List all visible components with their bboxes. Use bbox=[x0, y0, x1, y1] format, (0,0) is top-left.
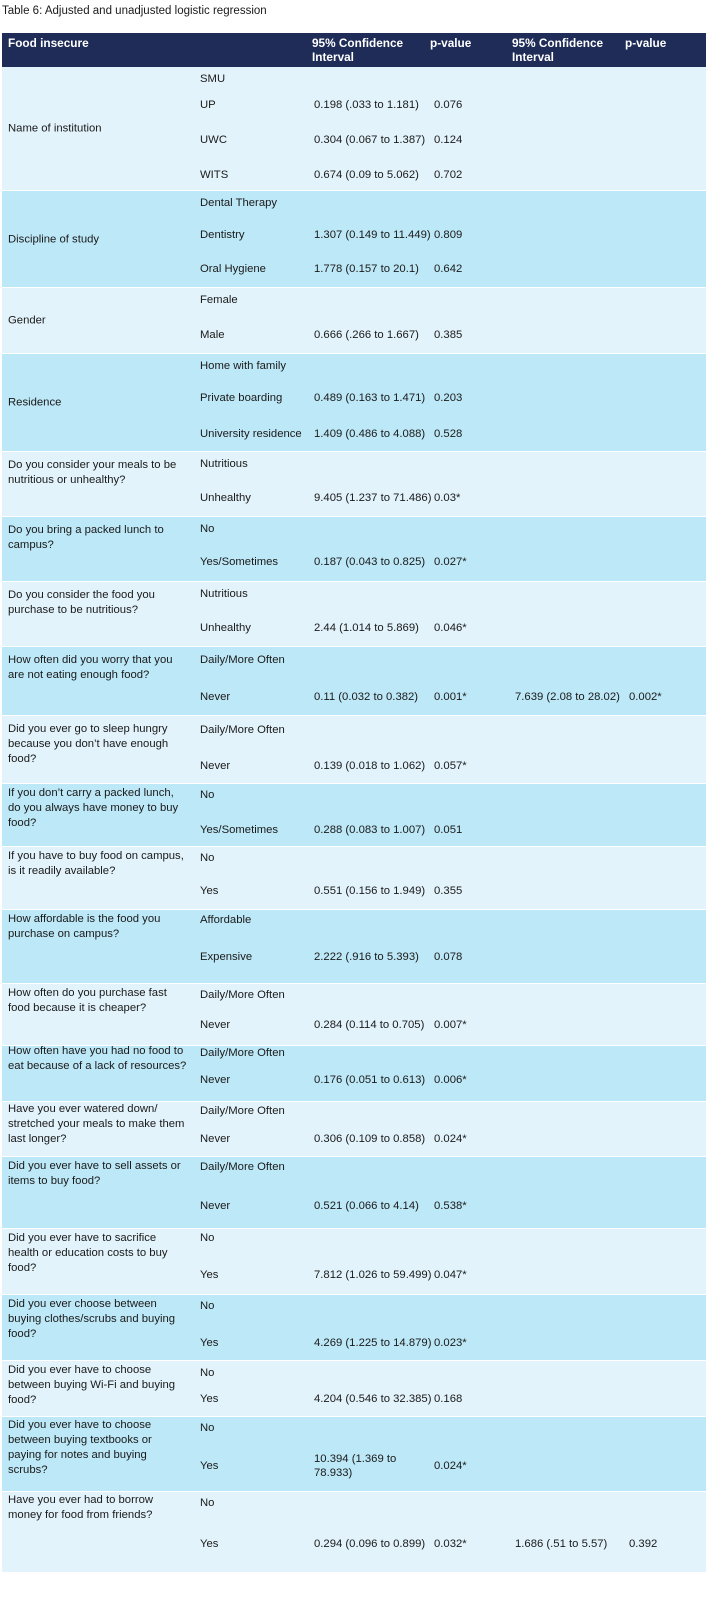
ci-cell: 0.139 (0.018 to 1.062) bbox=[314, 760, 426, 772]
category-cell: Never bbox=[200, 1074, 231, 1086]
row-label: Did you ever have to sell assets or items to buy food? bbox=[8, 1160, 181, 1187]
row-label: Did you ever go to sleep hungry because you don’t have enough food? bbox=[8, 723, 169, 765]
row-label: How often have you had no food to eat because of a lack of resources? bbox=[8, 1045, 187, 1072]
table-row-group bbox=[2, 1295, 706, 1361]
p-value-cell: 0.047* bbox=[434, 1269, 467, 1281]
ci-cell: 0.304 (0.067 to 1.387) bbox=[314, 134, 426, 146]
p-value-cell: 0.023* bbox=[434, 1337, 467, 1349]
row-label: Residence bbox=[8, 396, 62, 409]
table-row-group bbox=[2, 582, 706, 647]
category-cell: Female bbox=[200, 294, 238, 306]
p-value-cell: 0.024* bbox=[434, 1133, 467, 1145]
ci-cell: 1.409 (0.486 to 4.088) bbox=[314, 428, 426, 440]
category-cell: Unhealthy bbox=[200, 622, 251, 634]
ci-cell: 0.666 (.266 to 1.667) bbox=[314, 329, 419, 341]
ci-cell: 1.778 (0.157 to 20.1) bbox=[314, 263, 419, 275]
ci-cell: 0.284 (0.114 to 0.705) bbox=[314, 1019, 425, 1031]
category-cell: Dental Therapy bbox=[200, 197, 278, 209]
row-label: Do you bring a packed lunch to campus? bbox=[8, 524, 164, 551]
category-cell: Never bbox=[200, 1200, 231, 1212]
table-row-group bbox=[2, 517, 706, 582]
category-cell: Daily/More Often bbox=[200, 724, 285, 736]
category-cell: Male bbox=[200, 329, 225, 341]
ci-cell: 10.394 (1.369 to 78.933) bbox=[314, 1453, 397, 1479]
row-label: Have you ever had to borrow money for food from friends? bbox=[8, 1494, 154, 1521]
p-value-cell: 0.024* bbox=[434, 1460, 467, 1472]
p-value-cell: 0.538* bbox=[434, 1200, 467, 1212]
p-value-cell: 0.032* bbox=[434, 1538, 467, 1550]
category-cell: Never bbox=[200, 760, 231, 772]
category-cell: Home with family bbox=[200, 360, 287, 372]
ci-cell: 0.306 (0.109 to 0.858) bbox=[314, 1133, 426, 1145]
table-row-group bbox=[2, 1492, 706, 1573]
table-row-group bbox=[2, 67, 706, 191]
p-value-cell: 0.03* bbox=[434, 492, 461, 504]
p-value-cell: 0.809 bbox=[434, 229, 463, 241]
ci-cell: 0.288 (0.083 to 1.007) bbox=[314, 824, 426, 836]
category-cell: UP bbox=[200, 99, 216, 111]
ci-cell: 0.11 (0.032 to 0.382) bbox=[314, 691, 419, 703]
p-value-cell: 0.702 bbox=[434, 169, 463, 181]
table-row-group bbox=[2, 1157, 706, 1229]
ci-cell: 0.198 (.033 to 1.181) bbox=[314, 99, 419, 111]
category-cell: Yes bbox=[200, 1337, 219, 1349]
category-cell: Daily/More Often bbox=[200, 1047, 285, 1059]
ci-cell: 0.489 (0.163 to 1.471) bbox=[314, 392, 426, 404]
category-cell: Affordable bbox=[200, 914, 252, 926]
row-label: If you don’t carry a packed lunch, do you always have money to buy food? bbox=[8, 787, 179, 829]
table-row-group bbox=[2, 847, 706, 910]
ci-cell: 4.204 (0.546 to 32.385) bbox=[314, 1393, 432, 1405]
row-label: Name of institution bbox=[8, 122, 102, 135]
category-cell: Never bbox=[200, 1133, 231, 1145]
row-label: Do you consider the food you purchase to be nutritious? bbox=[8, 589, 155, 616]
ci-cell: 0.551 (0.156 to 1.949) bbox=[314, 885, 426, 897]
category-cell: No bbox=[200, 1300, 215, 1312]
p-value-cell: 0.385 bbox=[434, 329, 463, 341]
p-value-cell: 0.124 bbox=[434, 134, 463, 146]
table-row-group bbox=[2, 984, 706, 1046]
ci-adjusted-cell: 7.639 (2.08 to 28.02) bbox=[515, 691, 620, 703]
category-cell: Nutritious bbox=[200, 458, 248, 470]
category-cell: Private boarding bbox=[200, 392, 283, 404]
header-ci-adjusted: 95% Confidence Interval bbox=[512, 36, 604, 64]
category-cell: Oral Hygiene bbox=[200, 263, 266, 275]
row-label: Have you ever watered down/ stretched your meals to make them last longer? bbox=[8, 1103, 185, 1145]
table-row-group bbox=[2, 354, 706, 452]
p-value-cell: 0.168 bbox=[434, 1393, 463, 1405]
category-cell: Daily/More Often bbox=[200, 1105, 285, 1117]
row-label: How affordable is the food you purchase on campus? bbox=[8, 913, 161, 940]
p-value-cell: 0.046* bbox=[434, 622, 467, 634]
category-cell: Yes bbox=[200, 1393, 219, 1405]
row-label: Did you ever have to sacrifice health or education costs to buy food? bbox=[8, 1232, 168, 1274]
category-cell: Yes bbox=[200, 1538, 219, 1550]
ci-cell: 7.812 (1.026 to 59.499) bbox=[314, 1269, 432, 1281]
category-cell: Yes bbox=[200, 1269, 219, 1281]
ci-cell: 2.44 (1.014 to 5.869) bbox=[314, 622, 419, 634]
row-label: Did you ever choose between buying clothes/scrubs and buying food? bbox=[8, 1298, 176, 1340]
category-cell: Daily/More Often bbox=[200, 654, 285, 666]
row-label: How often do you purchase fast food because it is cheaper? bbox=[8, 987, 167, 1014]
table-row-group bbox=[2, 452, 706, 517]
category-cell: Nutritious bbox=[200, 588, 248, 600]
table-caption: Table 6: Adjusted and unadjusted logistic regression bbox=[2, 5, 267, 17]
p-value-cell: 0.006* bbox=[434, 1074, 467, 1086]
ci-cell: 0.294 (0.096 to 0.899) bbox=[314, 1538, 426, 1550]
table-row-group bbox=[2, 784, 706, 847]
table-row-group bbox=[2, 1102, 706, 1157]
category-cell: Yes/Sometimes bbox=[200, 824, 279, 836]
regression-table bbox=[2, 33, 706, 1573]
ci-cell: 4.269 (1.225 to 14.879) bbox=[314, 1337, 432, 1349]
table-row-group bbox=[2, 716, 706, 784]
table-header bbox=[2, 33, 706, 67]
category-cell: Yes bbox=[200, 885, 219, 897]
table-row-group bbox=[2, 191, 706, 288]
category-cell: Yes bbox=[200, 1460, 219, 1472]
ci-cell: 9.405 (1.237 to 71.486) bbox=[314, 492, 432, 504]
header-p-adjusted: p-value bbox=[625, 36, 667, 50]
category-cell: UWC bbox=[200, 134, 227, 146]
header-food-insecure: Food insecure bbox=[8, 36, 89, 50]
row-label: If you have to buy food on campus, is it readily available? bbox=[8, 850, 184, 877]
p-value-adjusted-cell: 0.002* bbox=[629, 691, 662, 703]
table-row-group bbox=[2, 1417, 706, 1492]
header-p-unadjusted: p-value bbox=[430, 36, 472, 50]
p-value-cell: 0.001* bbox=[434, 691, 467, 703]
category-cell: Daily/More Often bbox=[200, 1161, 285, 1173]
category-cell: Yes/Sometimes bbox=[200, 556, 279, 568]
table-body bbox=[2, 67, 706, 1573]
category-cell: Never bbox=[200, 691, 231, 703]
p-value-cell: 0.051 bbox=[434, 824, 463, 836]
category-cell: Never bbox=[200, 1019, 231, 1031]
category-cell: Dentistry bbox=[200, 229, 245, 241]
ci-cell: 1.307 (0.149 to 11.449) bbox=[314, 229, 431, 241]
table-row-group bbox=[2, 1229, 706, 1295]
category-cell: No bbox=[200, 1367, 215, 1379]
ci-cell: 0.176 (0.051 to 0.613) bbox=[314, 1074, 426, 1086]
ci-cell: 0.187 (0.043 to 0.825) bbox=[314, 556, 426, 568]
category-cell: No bbox=[200, 852, 215, 864]
header-category bbox=[194, 33, 306, 67]
row-label: How often did you worry that you are not eating enough food? bbox=[8, 654, 173, 681]
row-label: Did you ever have to choose between buying Wi-Fi and buying food? bbox=[8, 1364, 176, 1406]
p-value-cell: 0.203 bbox=[434, 392, 463, 404]
table-row-group bbox=[2, 1361, 706, 1417]
p-value-cell: 0.057* bbox=[434, 760, 467, 772]
p-value-adjusted-cell: 0.392 bbox=[629, 1538, 658, 1550]
category-cell: No bbox=[200, 523, 215, 535]
table-row-group bbox=[2, 1046, 706, 1102]
table-row-group bbox=[2, 910, 706, 984]
p-value-cell: 0.076 bbox=[434, 99, 463, 111]
category-cell: Expensive bbox=[200, 951, 253, 963]
p-value-cell: 0.355 bbox=[434, 885, 463, 897]
ci-adjusted-cell: 1.686 (.51 to 5.57) bbox=[515, 1538, 608, 1550]
category-cell: WITS bbox=[200, 169, 229, 181]
header-ci-unadjusted: 95% Confidence Interval bbox=[312, 36, 404, 64]
p-value-cell: 0.078 bbox=[434, 951, 463, 963]
ci-cell: 2.222 (.916 to 5.393) bbox=[314, 951, 419, 963]
table-row-group bbox=[2, 288, 706, 354]
category-cell: Unhealthy bbox=[200, 492, 251, 504]
row-label: Gender bbox=[8, 314, 46, 327]
category-cell: No bbox=[200, 1232, 215, 1244]
category-cell: University residence bbox=[200, 428, 302, 440]
row-label: Do you consider your meals to be nutritious or unhealthy? bbox=[8, 459, 177, 486]
category-cell: SMU bbox=[200, 73, 226, 85]
p-value-cell: 0.528 bbox=[434, 428, 463, 440]
category-cell: No bbox=[200, 789, 215, 801]
category-cell: No bbox=[200, 1497, 215, 1509]
p-value-cell: 0.007* bbox=[434, 1019, 467, 1031]
row-label: Discipline of study bbox=[8, 233, 100, 245]
p-value-cell: 0.642 bbox=[434, 263, 463, 275]
table-row-group bbox=[2, 647, 706, 716]
p-value-cell: 0.027* bbox=[434, 556, 467, 568]
row-label: Did you ever have to choose between buying textbooks or paying for notes and buying scrubs? bbox=[8, 1419, 152, 1476]
category-cell: No bbox=[200, 1422, 215, 1434]
ci-cell: 0.674 (0.09 to 5.062) bbox=[314, 169, 419, 181]
category-cell: Daily/More Often bbox=[200, 989, 285, 1001]
ci-cell: 0.521 (0.066 to 4.14) bbox=[314, 1200, 419, 1212]
